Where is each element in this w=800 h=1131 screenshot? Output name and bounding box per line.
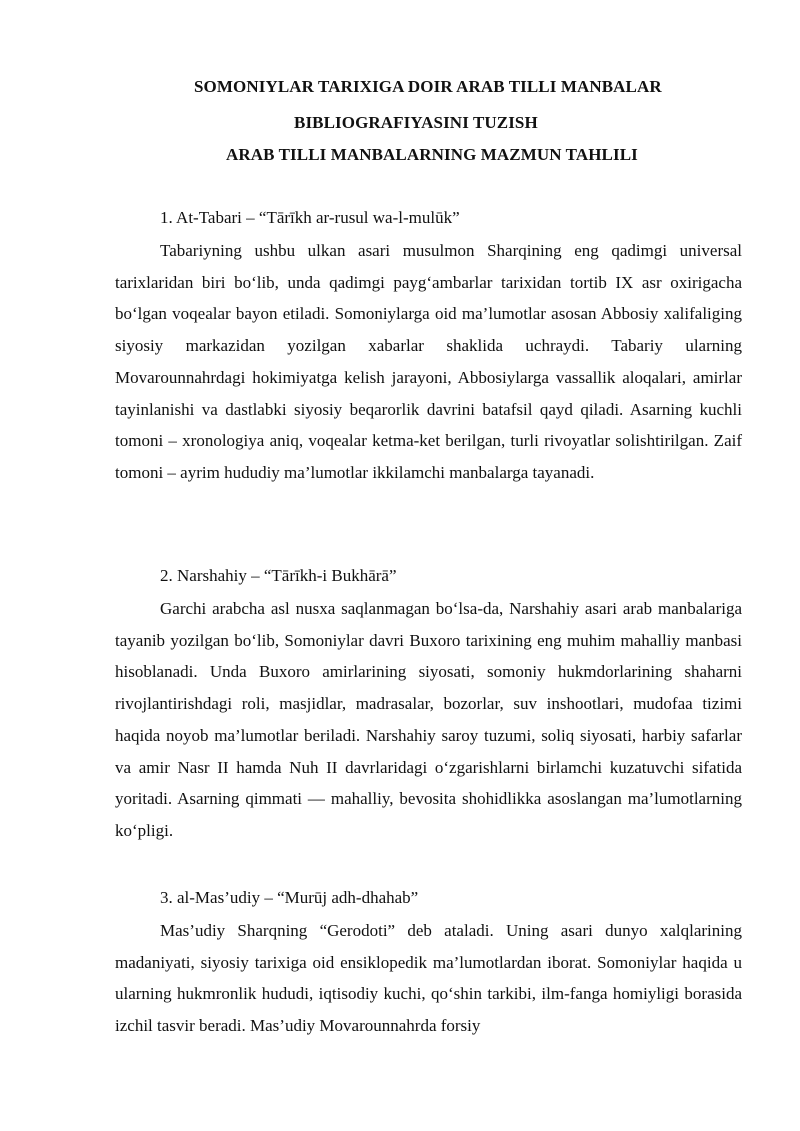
document-title-line-1: SOMONIYLAR TARIXIGA DOIR ARAB TILLI MANBALAR bbox=[194, 77, 662, 96]
section-paragraph-masudiy: Mas’udiy Sharqning “Gerodoti” deb ataladi. Uning asari dunyo xalqlarining madaniyati, siyosiy tarixiga oid ensiklopedik ma’lumotlardan iborat. Somoniylar haqida u ularning hukmronlik hududi, iqtisodiy kuchi, qo‘shin tarkibi, ilm-fanga homiyligi borasida izchil tasvir beradi. Mas’udiy Movarounnahrda forsiy bbox=[115, 921, 742, 1036]
section-heading-narshahiy: 2. Narshahiy – “Tārīkh-i Bukhārā” bbox=[160, 566, 397, 585]
document-title-line-2: BIBLIOGRAFIYASINI TUZISH bbox=[294, 113, 538, 132]
section-paragraph-tabari: Tabariyning ushbu ulkan asari musulmon Sharqining eng qadimgi universal tarixlaridan biri bo‘lib, unda qadimgi payg‘ambarlar tarixidan tortib IX asr oxirigacha bo‘lgan voqealar bayon etiladi. Somoniylarga oid ma’lumotlar asosan Abbosiy xalifaliging siyosiy markazidan yozilgan xabarlar shaklida uchraydi. Tabariy ularning Movarounnahrdagi hokimiyatga kelish jarayoni, Abbosiylarga vassallik aloqalari, amirlar tayinlanishi va dastlabki siyosiy beqarorlik davrini batafsil qayd qiladi. Asarning kuchli tomoni – xronologiya aniq, voqealar ketma-ket berilgan, turli rivoyatlar solishtirilgan. Zaif tomoni – ayrim hududiy ma’lumotlar ikkilamchi manbalarga tayanadi. bbox=[115, 241, 742, 482]
section-heading-masudiy: 3. al-Mas’udiy – “Murūj adh-dhahab” bbox=[160, 888, 419, 907]
section-paragraph-narshahiy: Garchi arabcha asl nusxa saqlanmagan bo‘lsa-da, Narshahiy asari arab manbalariga tayanib yozilgan bo‘lib, Somoniylar davri Buxoro tarixining eng muhim mahalliy manbasi hisoblanadi. Unda Buxoro amirlarining siyosati, somoniy hukmdorlarining shaharni rivojlantirishdagi roli, masjidlar, madrasalar, bozorlar, suv inshootlari, mudofaa tizimi haqida noyob ma’lumotlar beriladi. Narshahiy saroy tuzumi, soliq siyosati, harbiy safarlar va amir Nasr II hamda Nuh II davrlaridagi o‘zgarishlarni birlamchi kuzatuvchi sifatida yoritadi. Asarning qimmati — mahalliy, bevosita shohidlikka asoslangan ma’lumotlarning ko‘pligi. bbox=[115, 599, 742, 840]
document-subtitle: ARAB TILLI MANBALARNING MAZMUN TAHLILI bbox=[226, 145, 638, 164]
section-heading-tabari: 1. At-Tabari – “Tārīkh ar-rusul wa-l-mulūk” bbox=[160, 208, 460, 227]
